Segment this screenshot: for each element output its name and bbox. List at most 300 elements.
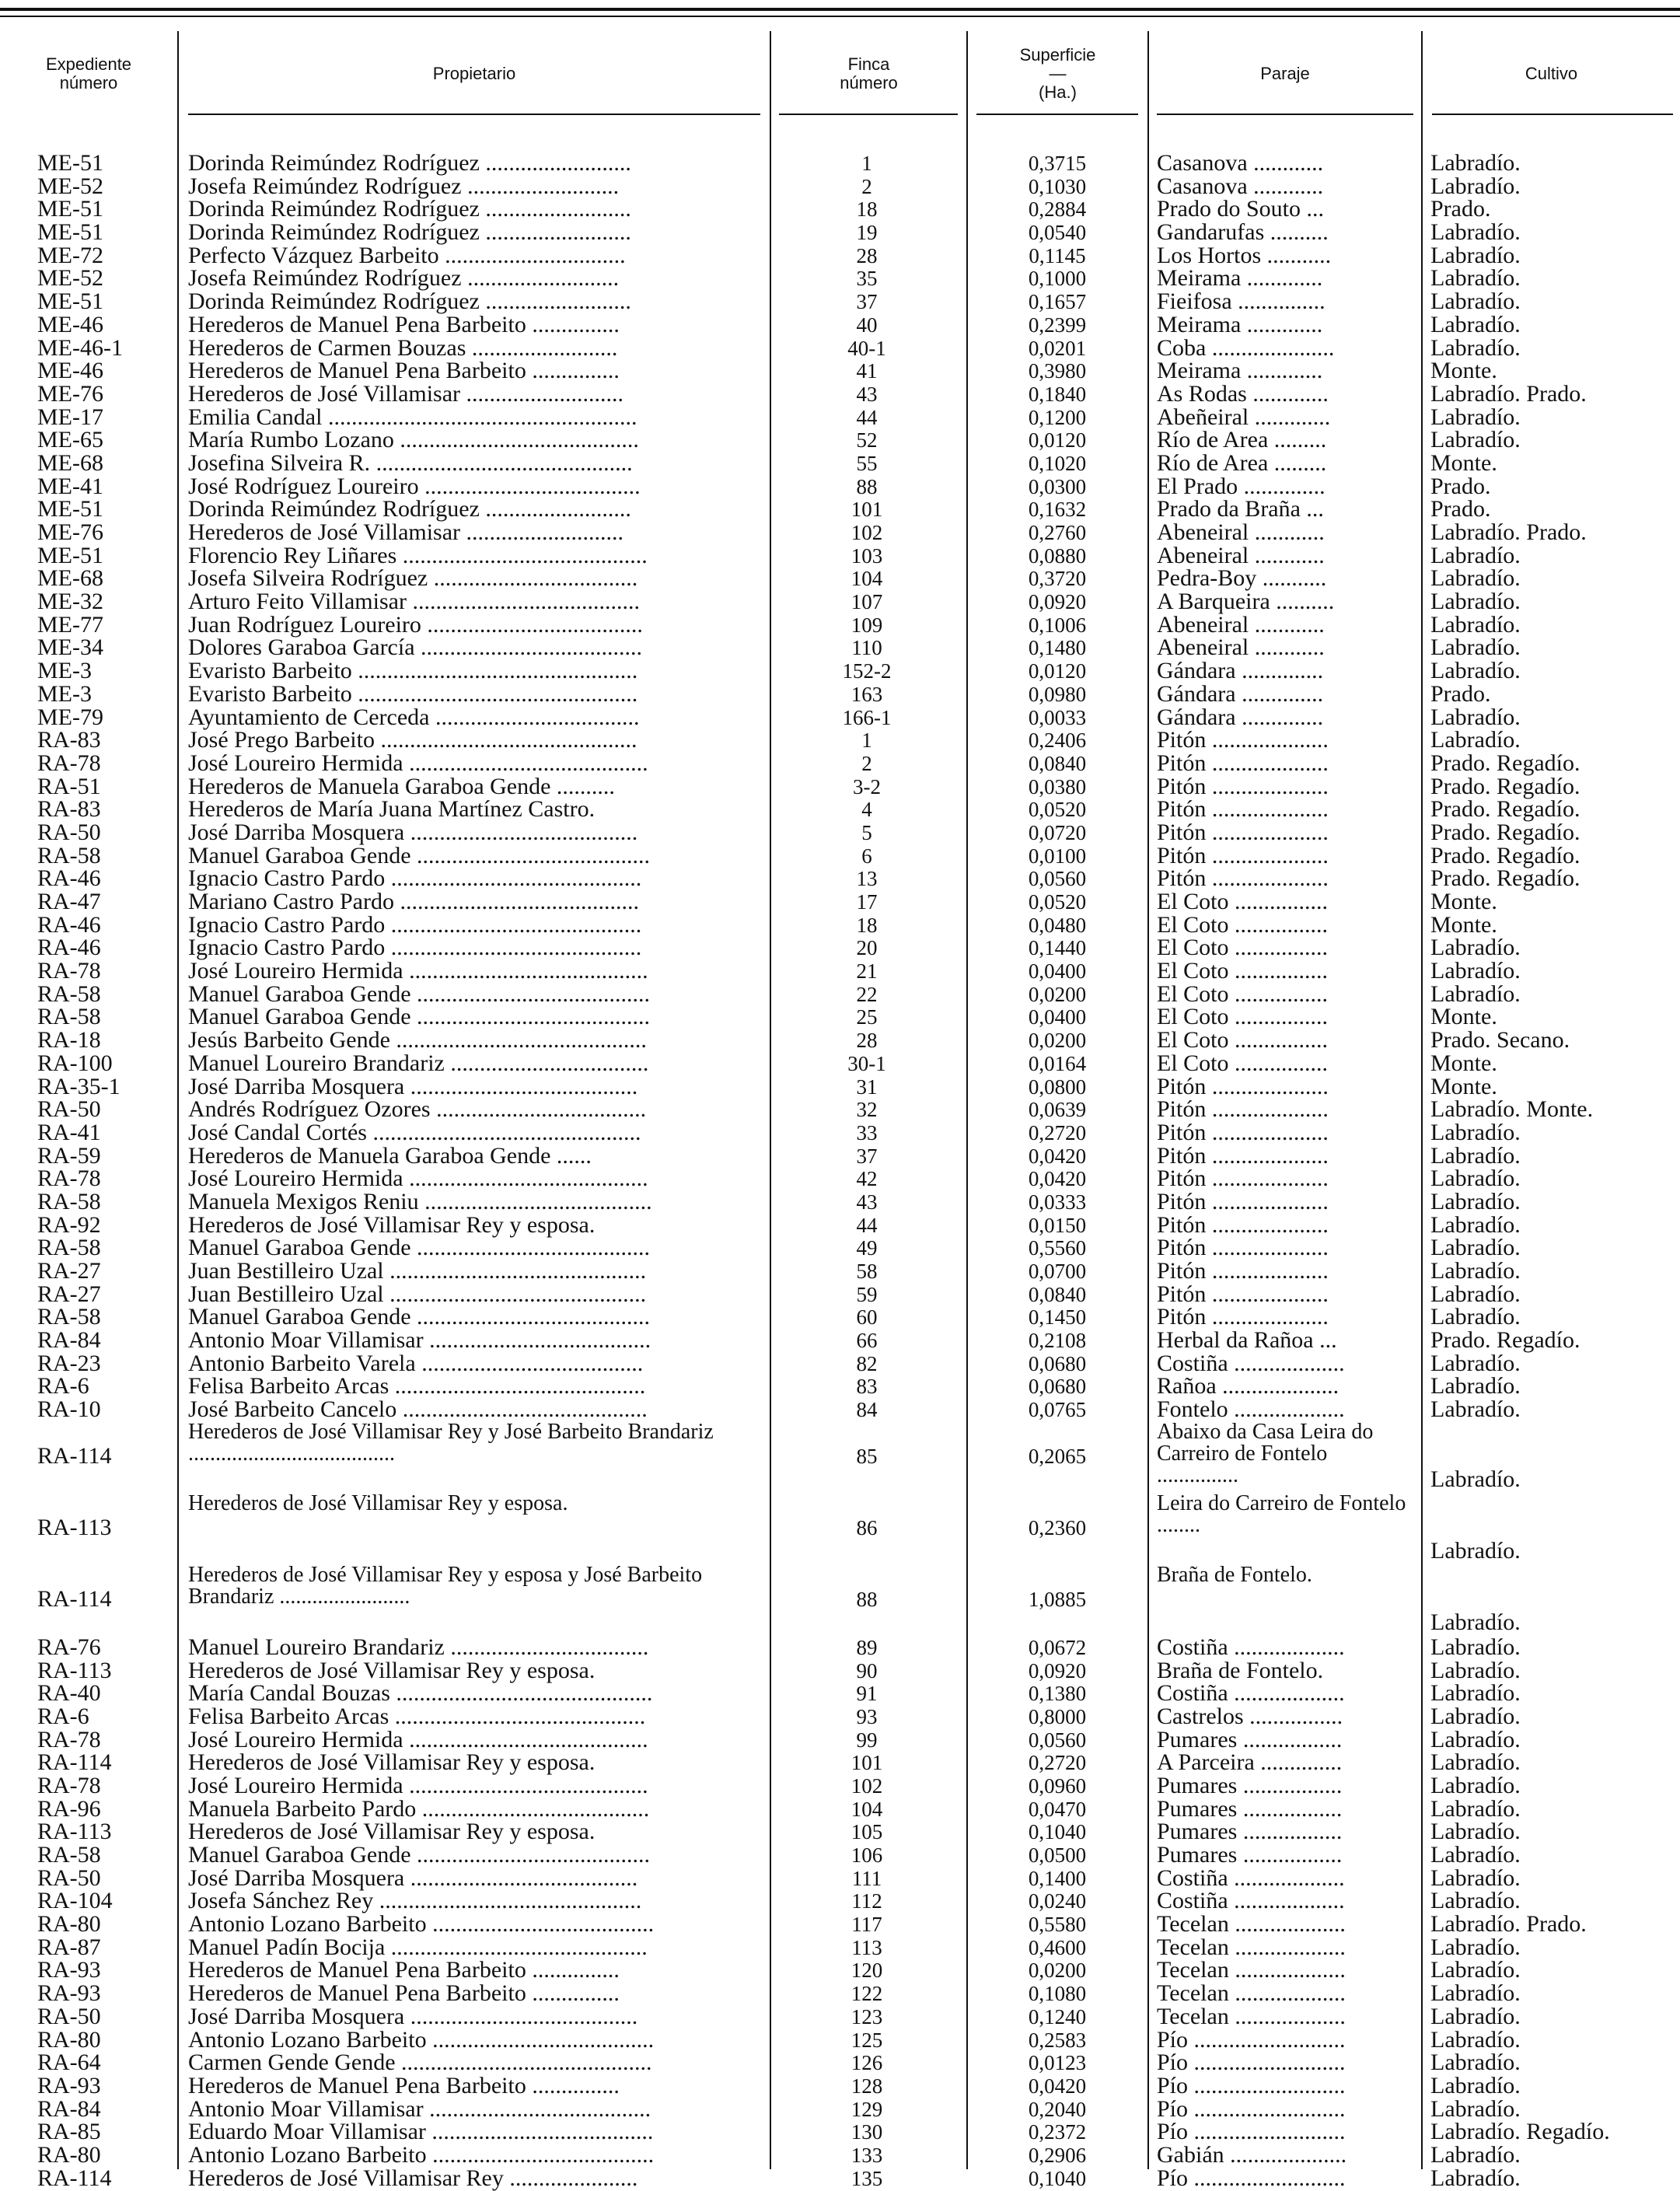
expediente-cell: RA-85 [37,2119,101,2145]
paraje-cell: Coba ..................... [1157,334,1335,361]
cultivo-cell: Labradío. [1430,980,1521,1007]
cultivo-cell: Labradío. [1430,1795,1521,1822]
propietario-cell: Herederos de José Villamisar Rey y esposa. [188,1749,596,1776]
finca-cell: 112 [851,1889,882,1913]
paraje-cell: Pitón .................... [1157,1304,1329,1330]
finca-cell: 125 [850,2028,883,2052]
expediente-cell: RA-113 [37,1819,112,1845]
propietario-cell: Florencio Rey Liñares .......................................... [188,542,648,568]
propietario-cell: Antonio Lozano Barbeito ...................................... [188,1911,655,1938]
finca-cell: 89 [856,1635,878,1659]
cultivo-cell: Labradío. [1430,1165,1521,1192]
cultivo-cell: Monte. [1430,889,1497,914]
paraje-cell: Pitón .................... [1157,865,1329,892]
finca-cell: 20 [856,936,878,960]
cultivo-cell: Labradío. [1430,1258,1521,1284]
table-row [0,1329,1680,1352]
paraje-cell: Pitón .................... [1157,750,1329,776]
expediente-cell: ME-41 [37,473,103,499]
expediente-cell: ME-76 [37,519,103,545]
cultivo-cell: Labradío. [1430,565,1521,592]
expediente-cell: RA-100 [37,1050,113,1076]
table-row [0,359,1680,383]
paraje-cell: Leira do Carreiro de Fontelo ........ [1157,1490,1406,1537]
table-row [0,567,1680,590]
expediente-cell: RA-93 [37,2072,101,2098]
paraje-cell: Braña de Fontelo. [1157,1562,1312,1587]
superficie-cell: 0,0560 [1028,1728,1087,1752]
propietario-cell: Evaristo Barbeito ................................................ [188,680,638,707]
expediente-cell: RA-83 [37,727,101,753]
expediente-cell: ME-51 [37,196,103,222]
expediente-cell: ME-51 [37,288,103,315]
table-row [0,1564,1680,1636]
expediente-cell: RA-58 [37,1188,101,1214]
header-finca-line2: número [840,73,898,93]
expediente-cell: ME-65 [37,427,103,453]
superficie-cell: 0,0420 [1028,1167,1087,1191]
table-row [0,475,1680,498]
table-row [0,521,1680,544]
cultivo-cell: Labradío. [1430,1466,1521,1492]
finca-cell: 109 [850,613,883,637]
header-superficie-line2: — [1049,64,1067,83]
propietario-cell: Dorinda Reimúndez Rodríguez ......................... [188,150,631,176]
propietario-cell: Herederos de José Villamisar ........................... [188,519,624,545]
table-row [0,1774,1680,1798]
expediente-cell: RA-58 [37,1235,101,1261]
superficie-cell: 0,1040 [1028,1820,1087,1844]
expediente-cell: RA-83 [37,796,101,823]
superficie-cell: 0,0840 [1028,1282,1087,1306]
cultivo-cell: Labradío. [1430,1703,1521,1729]
expediente-cell: RA-58 [37,842,101,868]
propietario-cell: José Loureiro Hermida ......................................... [188,1165,648,1192]
cultivo-cell: Labradío. [1430,219,1521,246]
finca-cell: 101 [850,498,883,522]
propietario-cell: Perfecto Vázquez Barbeito ............................... [188,242,626,268]
finca-cell: 152-2 [842,659,892,683]
paraje-cell: Costiña ................... [1157,1888,1345,1914]
table-row [0,1682,1680,1705]
expediente-cell: RA-78 [37,958,101,984]
cultivo-cell: Prado. Regadío. [1430,819,1580,845]
table-row [0,313,1680,337]
propietario-cell: Antonio Lozano Barbeito ...................................... [188,2026,655,2053]
table-row [0,798,1680,821]
finca-cell: 123 [850,2004,883,2029]
cultivo-cell: Labradío. [1430,958,1521,984]
superficie-cell: 0,2065 [1028,1444,1087,1468]
superficie-cell: 0,0520 [1028,798,1087,822]
paraje-cell: El Coto ................ [1157,1004,1329,1030]
cultivo-cell: Labradío. [1430,1934,1521,1960]
finca-cell: 44 [856,1213,878,1237]
finca-cell: 21 [856,959,878,984]
paraje-cell: Pitón .................... [1157,1096,1329,1123]
cultivo-cell: Labradío. [1430,1537,1521,1564]
superficie-cell: 0,3715 [1028,152,1087,175]
propietario-cell: Dorinda Reimúndez Rodríguez ......................... [188,496,631,522]
expediente-cell: RA-78 [37,750,101,776]
paraje-cell: Tecelan ................... [1157,1980,1346,2007]
finca-cell: 25 [856,1005,878,1029]
table-row [0,1659,1680,1683]
table-row [0,636,1680,659]
paraje-cell: Abeneiral ............ [1157,542,1325,568]
finca-cell: 43 [856,382,878,406]
superficie-cell: 0,1480 [1028,636,1087,660]
paraje-cell: Costiña ................... [1157,1634,1345,1660]
superficie-cell: 0,0400 [1028,1005,1087,1029]
paraje-cell: Río de Area ......... [1157,427,1327,453]
paraje-cell: Abeneiral ............ [1157,611,1325,638]
cultivo-cell: Labradío. [1430,1726,1521,1752]
table-row [0,1121,1680,1144]
superficie-cell: 0,2108 [1028,1329,1087,1353]
table-row [0,428,1680,452]
superficie-cell: 0,0960 [1028,1773,1087,1798]
propietario-cell: Andrés Rodríguez Ozores .................................... [188,1096,647,1123]
table-row [0,152,1680,175]
superficie-cell: 0,0380 [1028,774,1087,798]
superficie-cell: 0,5580 [1028,1913,1087,1937]
paraje-cell: Pío .......................... [1157,2026,1346,2053]
table-row [0,1728,1680,1752]
superficie-cell: 0,2360 [1028,1515,1087,1539]
table-row [0,613,1680,637]
superficie-cell: 0,1200 [1028,405,1087,429]
expediente-cell: ME-3 [37,680,92,707]
finca-cell: 40 [856,313,878,337]
cultivo-cell: Labradío. [1430,150,1521,176]
table-row [0,1751,1680,1774]
table-row [0,197,1680,221]
paraje-cell: Casanova ............ [1157,173,1324,199]
expediente-cell: RA-114 [37,1442,112,1469]
expediente-cell: RA-59 [37,1142,101,1169]
paraje-cell: Tecelan ................... [1157,1934,1346,1960]
finca-cell: 18 [856,197,878,222]
table-row [0,221,1680,244]
propietario-cell: José Darriba Mosquera ....................................... [188,819,638,845]
finca-cell: 49 [856,1236,878,1260]
propietario-cell: José Darriba Mosquera ....................................... [188,2003,638,2029]
cultivo-cell: Labradío. [1430,1188,1521,1214]
finca-cell: 59 [856,1282,878,1306]
paraje-cell: A Parceira .............. [1157,1749,1343,1776]
table-row [0,729,1680,752]
finca-cell: 126 [850,2051,883,2075]
superficie-cell: 0,0300 [1028,474,1087,498]
superficie-cell: 0,0400 [1028,959,1087,984]
finca-cell: 99 [856,1728,878,1752]
superficie-cell: 0,1632 [1028,498,1087,522]
cultivo-cell: Prado. Regadío. [1430,773,1580,799]
paraje-cell: Braña de Fontelo. [1157,1657,1324,1683]
superficie-cell: 0,0480 [1028,913,1087,937]
finca-cell: 88 [856,474,878,498]
cultivo-cell: Labradío. [1430,1842,1521,1868]
paraje-cell: Prado do Souto ... [1157,196,1325,222]
expediente-cell: ME-17 [37,404,103,430]
propietario-cell: Felisa Barbeito Arcas ........................................... [188,1703,646,1729]
table-row [0,1398,1680,1421]
table-row [0,980,1680,1007]
finca-cell: 106 [850,1843,883,1867]
propietario-cell: Emilia Candal ..................................................... [188,404,637,430]
expediente-cell: RA-80 [37,2026,101,2053]
expediente-cell: RA-46 [37,865,101,892]
propietario-cell: Herederos de José Villamisar Rey ...................... [188,2165,638,2191]
table-row [0,1375,1680,1398]
expediente-cell: RA-27 [37,1258,101,1284]
cultivo-cell: Labradío. [1430,1980,1521,2007]
propietario-cell: Jesús Barbeito Gende ........................................... [188,1027,647,1054]
table-row [0,890,1680,914]
superficie-cell: 0,0201 [1028,336,1087,360]
header-expediente-line1: Expediente [45,54,132,74]
cultivo-cell: Labradío. [1430,1235,1521,1261]
table-row [0,1305,1680,1329]
propietario-cell: Herederos de Manuela Garaboa Gende .......... [188,773,615,799]
paraje-cell: Costiña ................... [1157,1680,1345,1707]
cultivo-cell: Labradío. [1430,1609,1521,1635]
propietario-cell: José Darriba Mosquera ....................................... [188,1864,638,1891]
finca-cell: 83 [856,1375,878,1399]
table-row [0,821,1680,844]
cultivo-cell: Labradío. [1430,1749,1521,1776]
finca-cell: 37 [856,290,878,314]
cultivo-cell: Monte. [1430,358,1497,384]
finca-cell: 102 [850,521,883,544]
expediente-cell: RA-80 [37,2141,101,2168]
propietario-cell: Manuel Garaboa Gende ........................................ [188,1304,651,1330]
table-row [0,2095,1680,2122]
table-row [0,1211,1680,1238]
paraje-cell: Gandarufas .......... [1157,219,1329,246]
header-expediente [0,31,177,117]
paraje-cell: Los Hortos ........... [1157,242,1332,268]
paraje-cell: Pitón .................... [1157,819,1329,845]
cultivo-cell: Labradío. [1430,2072,1521,2098]
propietario-cell: Manuel Padín Bocija ............................................ [188,1934,648,1960]
paraje-cell: Pío .......................... [1157,2165,1346,2191]
cultivo-cell: Labradío. [1430,1864,1521,1891]
propietario-cell: Herederos de José Villamisar ........................... [188,380,624,407]
table-row [0,1260,1680,1283]
expediente-cell: RA-96 [37,1795,101,1822]
paraje-cell: Meirama ............. [1157,358,1323,384]
expediente-cell: RA-58 [37,1304,101,1330]
finca-cell: 117 [851,1913,882,1937]
table-row [0,1167,1680,1190]
expediente-cell: RA-114 [37,1749,112,1776]
superficie-cell: 0,0333 [1028,1190,1087,1214]
cultivo-cell: Prado. Regadío. [1430,842,1580,868]
propietario-cell: María Candal Bouzas ............................................ [188,1680,653,1707]
expediente-cell: RA-41 [37,1119,101,1145]
propietario-cell: Juan Rodríguez Loureiro ..................................... [188,611,643,638]
cultivo-cell: Prado. [1430,473,1491,499]
table-row [0,1936,1680,1959]
expediente-cell: RA-10 [37,1396,101,1423]
finca-cell: 13 [856,867,878,891]
superficie-cell: 0,1145 [1029,243,1086,267]
finca-cell: 135 [850,2166,883,2190]
cultivo-cell: Labradío. [1430,2026,1521,2053]
superficie-cell: 0,0765 [1028,1398,1087,1422]
finca-cell: 101 [850,1751,883,1775]
finca-cell: 28 [856,1029,878,1053]
paraje-cell: Pitón .................... [1157,1188,1329,1214]
superficie-cell: 0,1400 [1028,1866,1087,1890]
table-row [0,1913,1680,1936]
paraje-cell: A Barqueira .......... [1157,589,1335,615]
superficie-cell: 0,0520 [1028,890,1087,914]
superficie-cell: 0,0980 [1028,682,1087,706]
paraje-cell: Pío .......................... [1157,2095,1346,2122]
expediente-cell: RA-84 [37,1327,101,1354]
superficie-cell: 0,2760 [1028,521,1087,544]
expediente-cell: RA-58 [37,980,101,1007]
paraje-cell: Fontelo ................... [1157,1396,1345,1423]
table-row [0,1490,1680,1564]
propietario-cell: Carmen Gende Gende ........................................... [188,2049,652,2076]
table-row [0,2051,1680,2074]
expediente-cell: RA-78 [37,1726,101,1752]
propietario-cell: José Barbeito Cancelo .......................................... [188,1396,648,1423]
paraje-cell: Costiña ................... [1157,1350,1345,1376]
superficie-cell: 0,2040 [1028,2097,1087,2121]
cultivo-cell: Labradío. [1430,1304,1521,1330]
expediente-cell: RA-104 [37,1888,113,1914]
finca-cell: 42 [856,1167,878,1191]
superficie-cell: 0,0470 [1028,1797,1087,1821]
expediente-cell: ME-34 [37,634,103,661]
expediente-cell: RA-46 [37,935,101,961]
propietario-cell: Ignacio Castro Pardo ........................................... [188,935,642,961]
cultivo-cell: Prado. Regadío. [1430,796,1580,823]
table-row [0,175,1680,198]
superficie-cell: 0,0200 [1028,1029,1087,1053]
table-row [0,2026,1680,2053]
superficie-cell: 0,0420 [1028,2074,1087,2098]
cultivo-cell: Labradío. [1430,2141,1521,2168]
paraje-cell: Pedra-Boy ........... [1157,565,1327,592]
propietario-cell: Josefa Sánchez Rey ............................................. [188,1888,642,1914]
paraje-cell: Pitón .................... [1157,796,1329,823]
finca-cell: 130 [850,2120,883,2144]
header-propietario [179,31,770,117]
cultivo-cell: Labradío. [1430,2095,1521,2122]
cultivo-cell: Labradío. [1430,1396,1521,1423]
propietario-cell: Antonio Moar Villamisar ...................................... [188,2095,651,2122]
cultivo-cell: Prado. [1430,680,1491,707]
finca-cell: 113 [851,1935,882,1959]
superficie-cell: 0,0240 [1028,1889,1087,1913]
paraje-cell: Pumares ................. [1157,1819,1343,1845]
expediente-cell: RA-50 [37,2003,101,2029]
table-row [0,1820,1680,1843]
superficie-cell: 0,1240 [1028,2004,1087,2029]
superficie-cell: 0,0033 [1028,705,1087,729]
propietario-cell: Herederos de Manuel Pena Barbeito ............... [188,1957,620,1983]
superficie-cell: 0,1440 [1028,936,1087,960]
expediente-cell: RA-50 [37,1096,101,1123]
paraje-cell: Pitón .................... [1157,727,1329,753]
superficie-cell: 0,0800 [1028,1075,1087,1099]
propietario-cell: Manuel Loureiro Brandariz .................................. [188,1634,649,1660]
cultivo-cell: Labradío. [1430,1957,1521,1983]
table-row [0,2074,1680,2098]
propietario-cell: José Loureiro Hermida ......................................... [188,1726,648,1752]
cultivo-cell: Labradío. [1430,334,1521,361]
cultivo-cell: Labradío. [1430,658,1521,684]
superficie-cell: 0,0420 [1028,1144,1087,1168]
expediente-cell: ME-46 [37,358,103,384]
expediente-cell: ME-3 [37,658,92,684]
paraje-cell: Tecelan ................... [1157,1911,1346,1938]
finca-cell: 84 [856,1398,878,1422]
table-row [0,380,1680,407]
table-row [0,290,1680,313]
table-row [0,1144,1680,1168]
propietario-cell: Herederos de Manuel Pena Barbeito ............... [188,311,620,337]
header-underline [1157,114,1413,115]
finca-cell: 5 [861,820,872,844]
superficie-cell: 0,0123 [1028,2051,1087,2075]
header-underline [1432,114,1673,115]
expediente-cell: RA-18 [37,1027,101,1054]
paraje-cell: Meirama ............. [1157,265,1323,292]
table-row [0,1705,1680,1728]
paraje-cell: El Prado .............. [1157,473,1325,499]
cultivo-cell: Labradío. [1430,1888,1521,1914]
superficie-cell: 0,0920 [1028,590,1087,614]
paraje-cell: Meirama ............. [1157,311,1323,337]
table-row [0,1005,1680,1029]
cultivo-cell: Labradío. [1430,173,1521,199]
paraje-cell: Pío .......................... [1157,2072,1346,2098]
cultivo-cell: Prado. [1430,496,1491,522]
expediente-cell: ME-68 [37,449,103,476]
superficie-cell: 0,2583 [1028,2028,1087,2052]
finca-cell: 37 [856,1144,878,1168]
table-row [0,867,1680,890]
propietario-cell: Manuel Garaboa Gende ........................................ [188,1004,651,1030]
expediente-cell: RA-64 [37,2049,101,2076]
expediente-cell: RA-46 [37,911,101,938]
finca-cell: 129 [850,2097,883,2121]
expediente-cell: ME-46 [37,311,103,337]
paraje-cell: Pío .......................... [1157,2049,1346,2076]
expediente-cell: RA-6 [37,1703,89,1729]
superficie-cell: 0,0720 [1028,820,1087,844]
paraje-cell: Pumares ................. [1157,1795,1343,1822]
propietario-cell: Dorinda Reimúndez Rodríguez ......................... [188,196,631,222]
finca-cell: 19 [856,221,878,245]
propietario-cell: Manuel Garaboa Gende ........................................ [188,1235,651,1261]
header-underline [779,114,958,115]
table-row [0,936,1680,959]
cultivo-cell: Labradío. Monte. [1430,1096,1594,1123]
superficie-cell: 0,0672 [1028,1635,1087,1659]
paraje-cell: Abeñeiral ............. [1157,404,1331,430]
propietario-cell: Juan Bestilleiro Uzal ............................................ [188,1258,647,1284]
cultivo-cell: Labradío. [1430,1634,1521,1660]
cultivo-cell: Monte. [1430,1050,1497,1076]
